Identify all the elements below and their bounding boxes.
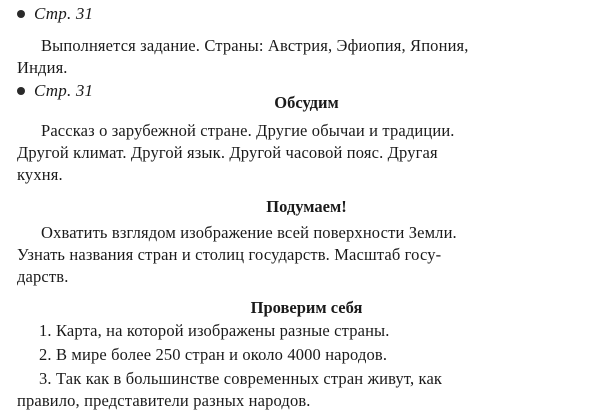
section-heading-think: Подумаем!	[266, 197, 347, 216]
text-line: Охватить взглядом изображение всей поверхности Земли.	[41, 223, 457, 242]
list-text: Карта, на которой изображены разные страны.	[55, 321, 390, 340]
list-item	[17, 344, 607, 366]
think-paragraph	[17, 222, 607, 288]
list-item	[17, 320, 607, 342]
section-heading-discuss: Обсудим	[274, 93, 339, 112]
list-number: 1.	[39, 321, 52, 340]
list-number: 2.	[39, 345, 52, 364]
answer-paragraph-1	[17, 35, 607, 79]
bullet-icon	[17, 10, 25, 18]
list-text: правило, представители разных народов.	[17, 391, 311, 410]
section-heading-check: Проверим себя	[250, 298, 363, 317]
text-line: кухня.	[17, 165, 63, 184]
list-number: 3.	[39, 369, 52, 388]
discuss-paragraph	[17, 120, 607, 186]
page-ref-label: Стр. 31	[34, 4, 94, 23]
text-line: Выполняется задание. Страны: Австрия, Эфиопия, Япония,	[41, 36, 469, 55]
list-text: Так как в большинстве современных стран живут, как	[55, 369, 443, 388]
list-text: В мире более 250 стран и около 4000 народов.	[55, 345, 388, 364]
text-line: Узнать названия стран и столиц государств. Масштаб госу-	[17, 245, 442, 264]
list-item	[17, 368, 607, 412]
text-line: Индия.	[17, 58, 68, 77]
page-reference-1	[17, 4, 93, 24]
text-line: Рассказ о зарубежной стране. Другие обычаи и традиции.	[41, 121, 455, 140]
text-line: Другой климат. Другой язык. Другой часовой пояс. Другая	[17, 143, 438, 162]
text-line: дарств.	[17, 267, 69, 286]
page-ref-label: Стр. 31	[34, 81, 94, 100]
